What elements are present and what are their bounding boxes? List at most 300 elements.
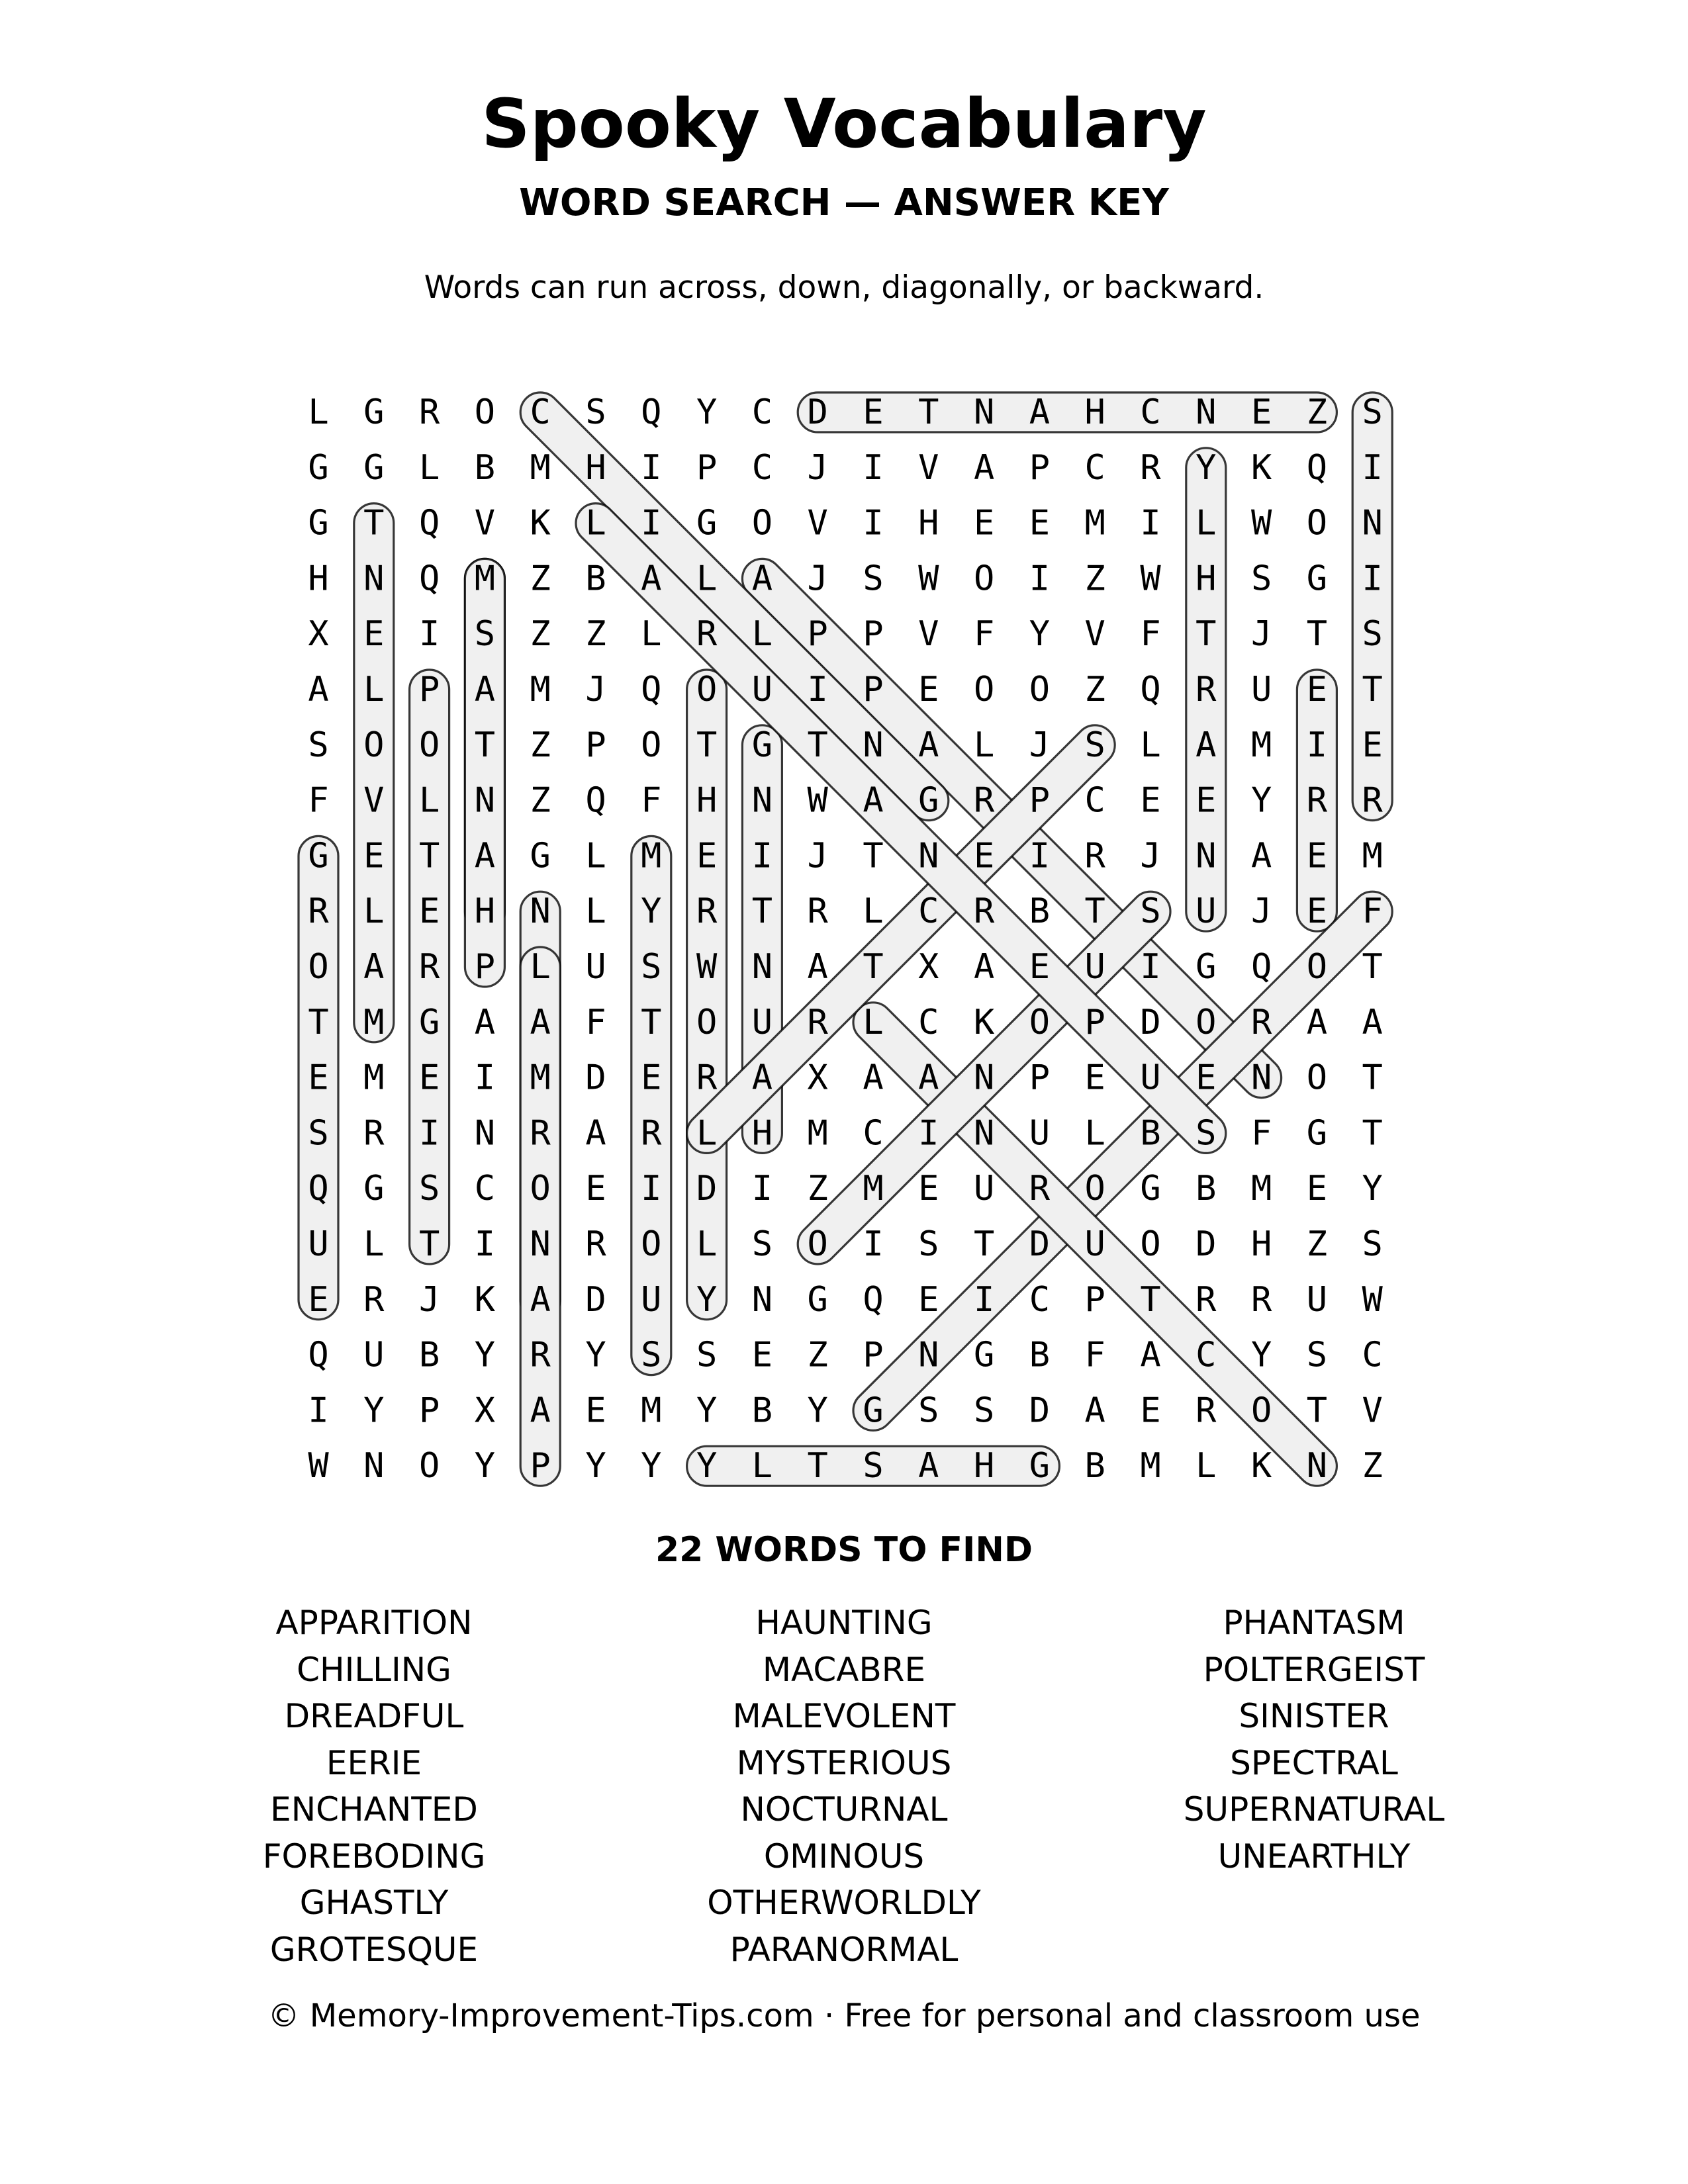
grid-letter: T xyxy=(1084,891,1105,932)
grid-letter: L xyxy=(696,559,718,599)
grid-letter: S xyxy=(1084,725,1105,765)
grid-letter: U xyxy=(363,1335,385,1375)
grid-letter: R xyxy=(1196,1390,1217,1431)
grid-letter: S xyxy=(863,559,884,599)
grid-letter: I xyxy=(474,1224,496,1264)
grid-letter: U xyxy=(1250,670,1272,709)
grid-letter: C xyxy=(751,447,773,488)
grid-letter: Y xyxy=(474,1335,496,1375)
grid-letter: Y xyxy=(585,1446,606,1486)
grid-letter: A xyxy=(308,670,329,709)
grid-letter: Y xyxy=(1250,780,1272,821)
grid-letter: U xyxy=(751,670,773,709)
grid-letter: N xyxy=(918,836,939,876)
grid-letter: L xyxy=(863,1002,884,1042)
grid-letter: G xyxy=(363,392,385,432)
grid-letter: R xyxy=(363,1113,385,1154)
grid-letter: O xyxy=(308,947,329,987)
grid-letter: S xyxy=(1306,1335,1328,1375)
grid-letter: S xyxy=(918,1224,939,1264)
grid-letter: S xyxy=(973,1390,995,1431)
grid-letter: O xyxy=(696,1002,718,1042)
grid-letter: R xyxy=(585,1224,606,1264)
word-list-item: MACABRE xyxy=(762,1650,926,1689)
grid-letter: N xyxy=(973,1058,995,1098)
grid-letter: N xyxy=(973,1113,995,1154)
grid-letter: Z xyxy=(1306,392,1328,432)
grid-letter: S xyxy=(1250,559,1272,599)
grid-letter: L xyxy=(751,1446,773,1486)
grid-letter: S xyxy=(1362,1224,1383,1264)
grid-letter: G xyxy=(918,780,939,821)
grid-letter: O xyxy=(1250,1390,1272,1431)
grid-letter: I xyxy=(863,503,884,543)
grid-letter: H xyxy=(585,447,606,488)
grid-letter: O xyxy=(1084,1169,1105,1209)
grid-letter: E xyxy=(585,1390,606,1431)
grid-letter: W xyxy=(807,780,828,821)
grid-letter: S xyxy=(308,725,329,765)
grid-letter: M xyxy=(863,1169,884,1209)
grid-letter: F xyxy=(1140,614,1161,655)
grid-letter: Y xyxy=(641,1446,662,1486)
grid-letter: A xyxy=(474,836,496,876)
grid-letter: E xyxy=(1140,1390,1161,1431)
grid-letter: E xyxy=(308,1058,329,1098)
grid-letter: T xyxy=(863,836,884,876)
grid-letter: Q xyxy=(418,559,440,599)
grid-letter: U xyxy=(1140,1058,1161,1098)
grid-letter: M xyxy=(530,670,551,709)
grid-letter: T xyxy=(1362,1113,1383,1154)
grid-letter: H xyxy=(1084,392,1105,432)
grid-letter: Y xyxy=(1029,614,1051,655)
grid-letter: A xyxy=(474,1002,496,1042)
grid-letter: R xyxy=(1362,780,1383,821)
grid-letter: E xyxy=(918,670,939,709)
grid-letter: F xyxy=(1362,891,1383,932)
grid-letter: B xyxy=(418,1335,440,1375)
grid-letter: M xyxy=(641,1390,662,1431)
grid-letter: M xyxy=(1140,1446,1161,1486)
grid-letter: M xyxy=(1250,725,1272,765)
grid-letter: W xyxy=(1362,1279,1383,1320)
grid-letter: N xyxy=(530,891,551,932)
grid-letter: N xyxy=(1306,1446,1328,1486)
grid-letter: B xyxy=(751,1390,773,1431)
grid-letter: S xyxy=(308,1113,329,1154)
word-list-item: UNEARTHLY xyxy=(1217,1837,1411,1876)
grid-letter: M xyxy=(807,1113,828,1154)
grid-letter: G xyxy=(807,1279,828,1320)
grid-letter: R xyxy=(530,1113,551,1154)
grid-letter: O xyxy=(1029,1002,1051,1042)
grid-letter: R xyxy=(1029,1169,1051,1209)
grid-letter: U xyxy=(308,1224,329,1264)
answer-highlight-chilling xyxy=(512,385,957,829)
grid-letter: Y xyxy=(641,891,662,932)
answer-highlights xyxy=(299,385,1401,1494)
grid-letter: R xyxy=(641,1113,662,1154)
grid-letter: A xyxy=(918,1446,939,1486)
word-list-item: MYSTERIOUS xyxy=(736,1743,952,1782)
grid-letter: T xyxy=(1196,614,1217,655)
grid-letter: P xyxy=(1084,1279,1105,1320)
grid-letter: K xyxy=(973,1002,995,1042)
grid-letter: E xyxy=(1306,891,1328,932)
grid-letter: O xyxy=(641,725,662,765)
grid-letter: I xyxy=(418,614,440,655)
grid-letter: L xyxy=(585,891,606,932)
grid-letter: P xyxy=(863,1335,884,1375)
grid-letter: N xyxy=(363,559,385,599)
grid-letter: H xyxy=(1250,1224,1272,1264)
grid-letter: A xyxy=(1029,392,1051,432)
grid-letter: B xyxy=(1029,1335,1051,1375)
grid-letter: E xyxy=(696,836,718,876)
grid-letter: R xyxy=(1196,670,1217,709)
grid-letter: F xyxy=(973,614,995,655)
grid-letter: N xyxy=(1196,392,1217,432)
grid-letter: E xyxy=(918,1279,939,1320)
grid-letter: S xyxy=(1362,392,1383,432)
grid-letter: B xyxy=(585,559,606,599)
grid-letter: A xyxy=(863,780,884,821)
grid-letter: F xyxy=(641,780,662,821)
grid-letter: E xyxy=(1306,836,1328,876)
grid-letter: O xyxy=(1306,1058,1328,1098)
page-subtitle: WORD SEARCH — ANSWER KEY xyxy=(519,181,1169,224)
grid-letter: A xyxy=(807,947,828,987)
word-list-item: EERIE xyxy=(326,1743,422,1782)
grid-letter: L xyxy=(696,1224,718,1264)
grid-letter: Z xyxy=(530,725,551,765)
grid-letter: N xyxy=(530,1224,551,1264)
word-list-item: HAUNTING xyxy=(755,1604,933,1642)
grid-letter: T xyxy=(363,503,385,543)
grid-letter: T xyxy=(1306,1390,1328,1431)
grid-letter: I xyxy=(918,1113,939,1154)
grid-letter: B xyxy=(474,447,496,488)
grid-letter: O xyxy=(1306,503,1328,543)
grid-letter: I xyxy=(1140,947,1161,987)
grid-letter: A xyxy=(918,725,939,765)
grid-letter: A xyxy=(363,947,385,987)
grid-letter: C xyxy=(1140,392,1161,432)
grid-letter: K xyxy=(530,503,551,543)
grid-letter: U xyxy=(1196,891,1217,932)
grid-letter: T xyxy=(1362,670,1383,709)
grid-letter: H xyxy=(474,891,496,932)
grid-letter: A xyxy=(1306,1002,1328,1042)
grid-letter: H xyxy=(696,780,718,821)
grid-letter: A xyxy=(1196,725,1217,765)
grid-letter: Y xyxy=(1362,1169,1383,1209)
grid-letter: A xyxy=(1084,1390,1105,1431)
grid-letter: G xyxy=(1306,559,1328,599)
grid-letter: X xyxy=(474,1390,496,1431)
grid-letter: O xyxy=(474,392,496,432)
grid-letter: D xyxy=(1029,1224,1051,1264)
grid-letter: J xyxy=(585,670,606,709)
copyright-footer: © Memory-Improvement-Tips.com · Free for personal and classroom use xyxy=(267,1997,1421,2034)
grid-letter: N xyxy=(474,1113,496,1154)
grid-letter: Y xyxy=(585,1335,606,1375)
grid-letter: R xyxy=(418,947,440,987)
grid-letter: I xyxy=(1362,559,1383,599)
grid-letter: U xyxy=(751,1002,773,1042)
grid-letter: S xyxy=(918,1390,939,1431)
grid-letter: E xyxy=(1306,1169,1328,1209)
grid-letter: L xyxy=(1140,725,1161,765)
grid-letter: O xyxy=(973,559,995,599)
grid-letter: Z xyxy=(1084,559,1105,599)
grid-letter: A xyxy=(585,1113,606,1154)
word-list-item: DREADFUL xyxy=(284,1697,464,1735)
word-list-item: FOREBODING xyxy=(262,1837,486,1876)
grid-letter: W xyxy=(1250,503,1272,543)
grid-letter: V xyxy=(918,447,939,488)
grid-letter: T xyxy=(474,725,496,765)
grid-letter: Z xyxy=(585,614,606,655)
grid-letter: M xyxy=(474,559,496,599)
grid-letter: Q xyxy=(863,1279,884,1320)
grid-letter: E xyxy=(973,836,995,876)
grid-letter: X xyxy=(918,947,939,987)
grid-letter: L xyxy=(1196,1446,1217,1486)
grid-letter: E xyxy=(1306,670,1328,709)
grid-letter: T xyxy=(918,392,939,432)
grid-letter: R xyxy=(696,614,718,655)
grid-letter: U xyxy=(585,947,606,987)
grid-letter: L xyxy=(1196,503,1217,543)
grid-letter: L xyxy=(585,836,606,876)
word-list-item: OMINOUS xyxy=(763,1837,925,1876)
word-list-item: APPARITION xyxy=(275,1604,473,1642)
grid-letter: A xyxy=(863,1058,884,1098)
grid-letter: L xyxy=(585,503,606,543)
grid-letter: I xyxy=(973,1279,995,1320)
grid-letter: O xyxy=(530,1169,551,1209)
grid-letter: V xyxy=(474,503,496,543)
grid-letter: S xyxy=(641,947,662,987)
grid-letter: A xyxy=(973,447,995,488)
grid-letter: Y xyxy=(474,1446,496,1486)
grid-letter: Z xyxy=(1306,1224,1328,1264)
grid-letter: R xyxy=(696,891,718,932)
grid-letter: R xyxy=(973,780,995,821)
grid-letter: S xyxy=(418,1169,440,1209)
word-list-item: OTHERWORLDLY xyxy=(707,1884,981,1922)
grid-letter: J xyxy=(1250,614,1272,655)
grid-letter: R xyxy=(1084,836,1105,876)
grid-letter: Q xyxy=(1140,670,1161,709)
grid-letter: Z xyxy=(530,559,551,599)
grid-letter: P xyxy=(1029,1058,1051,1098)
grid-letter: N xyxy=(474,780,496,821)
grid-letter: J xyxy=(807,447,828,488)
grid-letter: P xyxy=(474,947,496,987)
grid-letter: C xyxy=(530,392,551,432)
grid-letter: E xyxy=(1029,947,1051,987)
word-list-item: PARANORMAL xyxy=(729,1930,959,1969)
grid-letter: O xyxy=(1196,1002,1217,1042)
grid-letter: Q xyxy=(418,503,440,543)
grid-letter: Z xyxy=(807,1169,828,1209)
grid-letter: J xyxy=(1029,725,1051,765)
grid-letter: H xyxy=(308,559,329,599)
grid-letter: Y xyxy=(363,1390,385,1431)
grid-letter: L xyxy=(751,614,773,655)
grid-letter: C xyxy=(1196,1335,1217,1375)
grid-letter: R xyxy=(696,1058,718,1098)
grid-letter: Q xyxy=(308,1335,329,1375)
grid-letter: H xyxy=(973,1446,995,1486)
word-list-item: SINISTER xyxy=(1239,1697,1389,1735)
word-list-item: GHASTLY xyxy=(299,1884,449,1922)
grid-canvas xyxy=(278,371,1403,1496)
grid-letter: Y xyxy=(696,1279,718,1320)
grid-letter: A xyxy=(530,1390,551,1431)
grid-letter: I xyxy=(863,447,884,488)
grid-letter: C xyxy=(918,891,939,932)
grid-letter: J xyxy=(418,1279,440,1320)
grid-letter: I xyxy=(641,503,662,543)
grid-letter: U xyxy=(1029,1113,1051,1154)
grid-letter: R xyxy=(1250,1002,1272,1042)
grid-letter: E xyxy=(1029,503,1051,543)
grid-letter: V xyxy=(1362,1390,1383,1431)
grid-letter: E xyxy=(1084,1058,1105,1098)
grid-letter: P xyxy=(807,614,828,655)
grid-letter: E xyxy=(1362,725,1383,765)
grid-letter: L xyxy=(863,891,884,932)
grid-letter: Z xyxy=(1084,670,1105,709)
grid-letter: Z xyxy=(1362,1446,1383,1486)
grid-letter: L xyxy=(641,614,662,655)
word-list-item: NOCTURNAL xyxy=(740,1790,948,1829)
grid-letter: B xyxy=(1084,1446,1105,1486)
grid-letter: E xyxy=(363,614,385,655)
grid-letter: X xyxy=(807,1058,828,1098)
grid-letter: C xyxy=(1084,447,1105,488)
grid-letter: T xyxy=(308,1002,329,1042)
grid-letter: O xyxy=(641,1224,662,1264)
grid-letter: R xyxy=(363,1279,385,1320)
grid-letter: M xyxy=(641,836,662,876)
grid-letter: Y xyxy=(1250,1335,1272,1375)
grid-letter: G xyxy=(696,503,718,543)
grid-letter: E xyxy=(1196,780,1217,821)
grid-letter: Q xyxy=(1306,447,1328,488)
grid-letter: N xyxy=(1250,1058,1272,1098)
grid-letter: S xyxy=(751,1224,773,1264)
grid-letter: I xyxy=(1306,725,1328,765)
grid-letter: T xyxy=(418,1224,440,1264)
grid-letter: O xyxy=(696,670,718,709)
grid-letter: O xyxy=(1306,947,1328,987)
grid-letter: O xyxy=(1140,1224,1161,1264)
grid-letter: I xyxy=(1140,503,1161,543)
grid-letter: X xyxy=(308,614,329,655)
grid-letter: F xyxy=(585,1002,606,1042)
grid-letter: T xyxy=(1140,1279,1161,1320)
grid-letter: E xyxy=(1140,780,1161,821)
answer-highlight-otherworldly xyxy=(687,670,727,1320)
grid-letter: E xyxy=(418,1058,440,1098)
grid-letter: T xyxy=(863,947,884,987)
word-list-column-2 xyxy=(606,1600,1082,1973)
grid-letter: T xyxy=(807,725,828,765)
grid-letter: P xyxy=(1029,780,1051,821)
grid-letter: Q xyxy=(585,780,606,821)
grid-letter: Y xyxy=(696,1390,718,1431)
grid-letter: G xyxy=(1196,947,1217,987)
grid-letter: Z xyxy=(530,780,551,821)
grid-letter: N xyxy=(1196,836,1217,876)
grid-letter: I xyxy=(751,1169,773,1209)
grid-letter: L xyxy=(418,447,440,488)
grid-letter: C xyxy=(1362,1335,1383,1375)
grid-letter: N xyxy=(1362,503,1383,543)
grid-letter: D xyxy=(1029,1390,1051,1431)
grid-letter: W xyxy=(1140,559,1161,599)
grid-letter: P xyxy=(863,614,884,655)
grid-letter: Z xyxy=(530,614,551,655)
grid-letter: C xyxy=(918,1002,939,1042)
word-list-item: ENCHANTED xyxy=(270,1790,478,1829)
grid-letter: Y xyxy=(696,392,718,432)
grid-letter: Q xyxy=(308,1169,329,1209)
grid-letter: I xyxy=(474,1058,496,1098)
grid-letter: A xyxy=(973,947,995,987)
grid-letter: A xyxy=(918,1058,939,1098)
grid-letter: A xyxy=(1250,836,1272,876)
grid-letter: F xyxy=(1084,1335,1105,1375)
page-title: Spooky Vocabulary xyxy=(481,85,1207,163)
grid-letter: P xyxy=(1029,447,1051,488)
grid-letter: L xyxy=(1084,1113,1105,1154)
grid-letter: R xyxy=(308,891,329,932)
grid-letter: N xyxy=(751,1279,773,1320)
grid-letter: O xyxy=(807,1224,828,1264)
word-list-item: POLTERGEIST xyxy=(1203,1650,1425,1689)
grid-letter: Y xyxy=(696,1446,718,1486)
grid-letter: V xyxy=(363,780,385,821)
grid-letter: N xyxy=(918,1335,939,1375)
grid-letter: E xyxy=(863,392,884,432)
grid-letter: H xyxy=(1196,559,1217,599)
grid-letter: O xyxy=(1029,670,1051,709)
grid-letter: G xyxy=(1140,1169,1161,1209)
grid-letter: C xyxy=(751,392,773,432)
grid-letter: G xyxy=(308,447,329,488)
word-list-item: SUPERNATURAL xyxy=(1183,1790,1445,1829)
grid-letter: M xyxy=(363,1058,385,1098)
grid-letter: M xyxy=(530,1058,551,1098)
word-list-item: SPECTRAL xyxy=(1230,1743,1398,1782)
grid-letter: B xyxy=(1196,1169,1217,1209)
grid-letter: M xyxy=(1250,1169,1272,1209)
grid-letter: S xyxy=(696,1335,718,1375)
grid-letter: I xyxy=(418,1113,440,1154)
grid-letter: R xyxy=(530,1335,551,1375)
grid-letter: G xyxy=(308,836,329,876)
grid-letter: R xyxy=(1306,780,1328,821)
grid-letter: V xyxy=(918,614,939,655)
grid-letter: K xyxy=(1250,447,1272,488)
grid-letter: G xyxy=(1306,1113,1328,1154)
